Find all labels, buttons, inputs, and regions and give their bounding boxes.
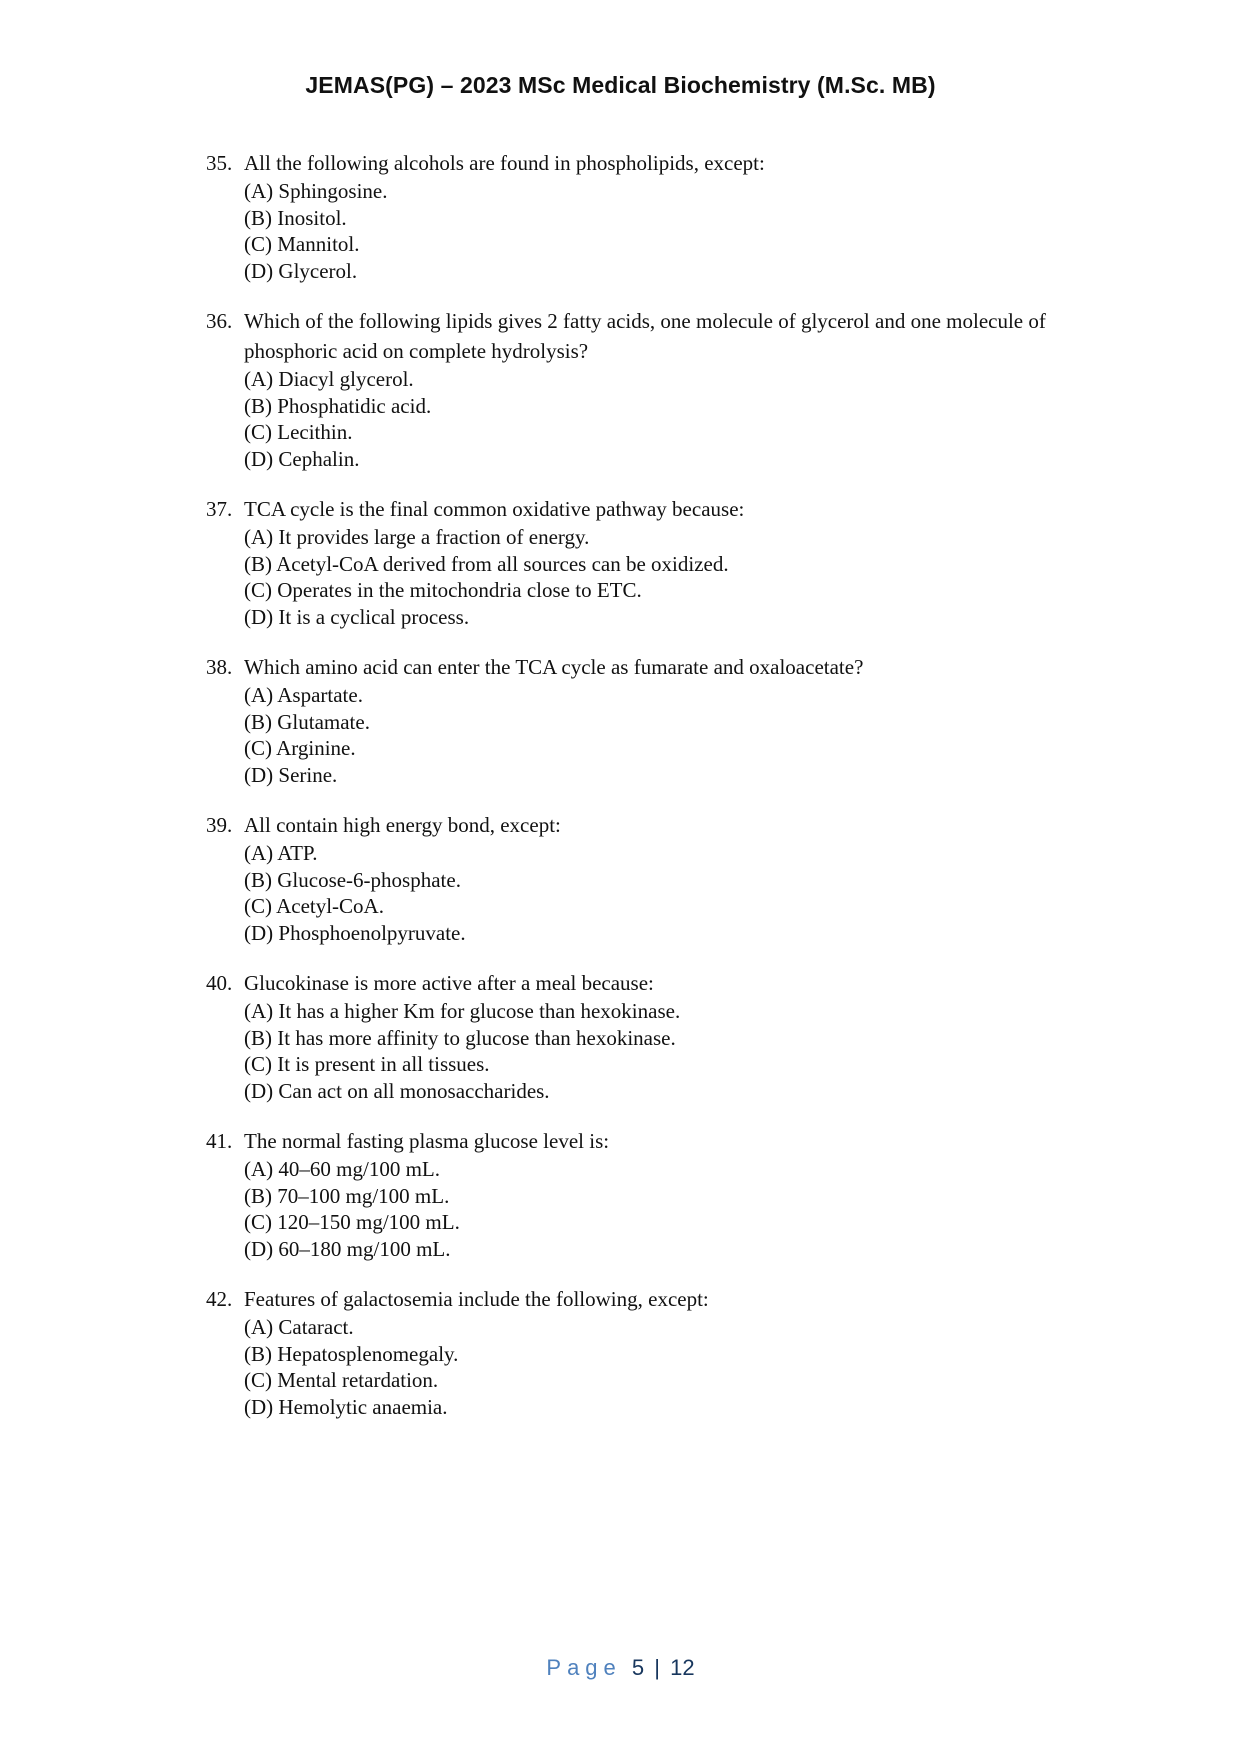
question-item — [206, 652, 1046, 788]
answer-option: (D) Phosphoenolpyruvate. — [244, 920, 466, 945]
answer-option: (B) 70–100 mg/100 mL. — [244, 1183, 450, 1208]
current-page-number: 5 — [631, 1655, 645, 1680]
question-stem — [206, 1284, 1046, 1314]
question-text: All contain high energy bond, except: — [244, 813, 561, 837]
question-stem — [206, 968, 1046, 998]
answer-option: (A) Cataract. — [244, 1315, 354, 1339]
question-stem — [206, 652, 1046, 682]
answer-option: (D) Hemolytic anaemia. — [244, 1394, 448, 1419]
option-list — [244, 178, 1046, 284]
question-item — [206, 1126, 1046, 1262]
answer-option: (C) It is present in all tissues. — [244, 1052, 490, 1076]
answer-option: (D) Glycerol. — [244, 258, 358, 283]
option-list — [244, 840, 1046, 946]
answer-option: (C) Lecithin. — [244, 420, 353, 444]
option-list — [244, 682, 1046, 788]
question-number: 36. — [206, 309, 233, 333]
answer-option: (A) It provides large a fraction of energy. — [244, 525, 590, 549]
option-list — [244, 524, 1046, 630]
page-footer — [0, 1655, 1241, 1681]
question-text: TCA cycle is the final common oxidative pathway because: — [244, 497, 745, 521]
answer-option: (D) It is a cyclical process. — [244, 604, 470, 629]
question-stem — [206, 148, 1046, 178]
answer-option: (B) Phosphatidic acid. — [244, 393, 432, 418]
answer-option: (A) Diacyl glycerol. — [244, 367, 414, 391]
question-number: 35. — [206, 151, 233, 175]
option-list — [244, 998, 1046, 1104]
answer-option: (B) Hepatosplenomegaly. — [244, 1341, 459, 1366]
answer-option: (B) Glucose-6-phosphate. — [244, 867, 461, 892]
question-item — [206, 306, 1046, 472]
question-text: Glucokinase is more active after a meal because: — [244, 971, 654, 995]
answer-option: (C) 120–150 mg/100 mL. — [244, 1210, 460, 1234]
question-stem — [206, 810, 1046, 840]
question-stem — [206, 1126, 1046, 1156]
question-number: 41. — [206, 1129, 233, 1153]
answer-option: (A) Sphingosine. — [244, 179, 388, 203]
document-title: JEMAS(PG) – 2023 MSc Medical Biochemistry (M.Sc. MB) — [305, 72, 936, 98]
answer-option: (B) It has more affinity to glucose than hexokinase. — [244, 1025, 676, 1050]
question-item — [206, 148, 1046, 284]
question-text: Features of galactosemia include the following, except: — [244, 1287, 709, 1311]
question-list — [206, 148, 1046, 1442]
option-list — [244, 366, 1046, 472]
answer-option: (A) ATP. — [244, 841, 318, 865]
question-text: Which of the following lipids gives 2 fatty acids, one molecule of glycerol and one molecule of phosphoric acid on complete hydrolysis? — [244, 309, 1046, 363]
answer-option: (D) Cephalin. — [244, 446, 360, 471]
answer-option: (B) Glutamate. — [244, 709, 370, 734]
question-stem — [206, 494, 1046, 524]
question-number: 39. — [206, 813, 233, 837]
answer-option: (D) 60–180 mg/100 mL. — [244, 1236, 451, 1261]
question-number: 42. — [206, 1287, 233, 1311]
answer-option: (D) Serine. — [244, 762, 338, 787]
question-number: 40. — [206, 971, 233, 995]
answer-option: (C) Mannitol. — [244, 232, 360, 256]
question-text: The normal fasting plasma glucose level is: — [244, 1129, 610, 1153]
question-number: 38. — [206, 655, 233, 679]
answer-option: (B) Inositol. — [244, 205, 347, 230]
answer-option: (A) It has a higher Km for glucose than hexokinase. — [244, 999, 681, 1023]
page-header — [0, 72, 1241, 99]
answer-option: (C) Acetyl-CoA. — [244, 894, 384, 918]
question-text: Which amino acid can enter the TCA cycle as fumarate and oxaloacetate? — [244, 655, 864, 679]
total-pages: 12 — [670, 1655, 695, 1680]
question-number: 37. — [206, 497, 233, 521]
question-stem — [206, 306, 1046, 366]
question-text: All the following alcohols are found in phospholipids, except: — [244, 151, 765, 175]
answer-option: (B) Acetyl-CoA derived from all sources can be oxidized. — [244, 551, 729, 576]
answer-option: (C) Arginine. — [244, 736, 356, 760]
question-item — [206, 968, 1046, 1104]
answer-option: (A) Aspartate. — [244, 683, 363, 707]
question-item — [206, 810, 1046, 946]
question-item — [206, 1284, 1046, 1420]
answer-option: (C) Operates in the mitochondria close to ETC. — [244, 578, 642, 602]
option-list — [244, 1156, 1046, 1262]
answer-option: (D) Can act on all monosaccharides. — [244, 1078, 550, 1103]
page-label: Page — [546, 1655, 622, 1680]
option-list — [244, 1314, 1046, 1420]
answer-option: (A) 40–60 mg/100 mL. — [244, 1157, 440, 1181]
page-separator: | — [654, 1655, 660, 1680]
answer-option: (C) Mental retardation. — [244, 1368, 439, 1392]
question-item — [206, 494, 1046, 630]
